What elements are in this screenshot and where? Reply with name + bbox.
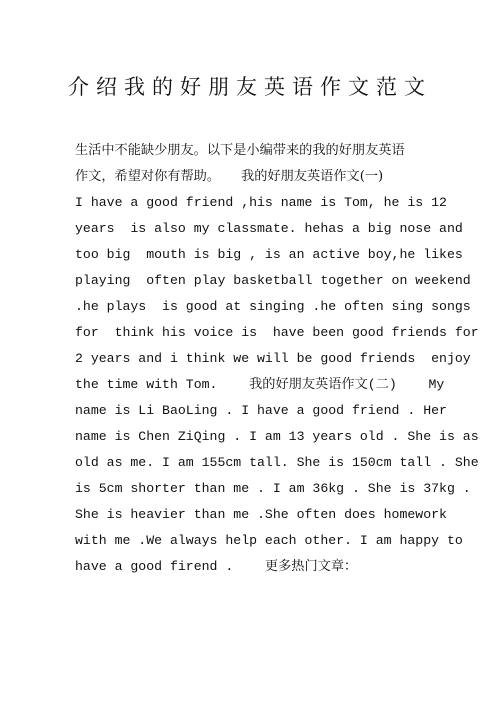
body-line: name is Li BaoLing . I have a good friend . Her bbox=[75, 403, 447, 418]
body-line: have a good firend . 更多热门文章： bbox=[75, 559, 358, 574]
document-title: 介绍我的好朋友英语作文范文 bbox=[68, 75, 432, 99]
body-line: years is also my classmate. hehas a big nose and bbox=[75, 221, 463, 236]
document-body bbox=[75, 138, 479, 580]
body-line: 2 years and i think we will be good friends enjoy bbox=[75, 351, 471, 366]
body-line: the time with Tom. 我的好朋友英语作文(二) My bbox=[75, 377, 445, 392]
body-line: 作文，希望对你有帮助。 我的好朋友英语作文(一) bbox=[75, 169, 384, 184]
body-line: 生活中不能缺少朋友。以下是小编带来的我的好朋友英语 bbox=[75, 143, 405, 158]
body-line: .he plays is good at singing .he often sing songs bbox=[75, 299, 471, 314]
body-line: too big mouth is big , is an active boy,he likes bbox=[75, 247, 463, 262]
body-line: She is heavier than me .She often does homework bbox=[75, 507, 447, 522]
body-line: name is Chen ZiQing . I am 13 years old . She is as bbox=[75, 429, 479, 444]
body-line: for think his voice is have been good friends for bbox=[75, 325, 479, 340]
body-line: is 5cm shorter than me . I am 36kg . She is 37kg . bbox=[75, 481, 471, 496]
body-line: old as me. I am 155cm tall. She is 150cm tall . She bbox=[75, 455, 479, 470]
body-line: with me .We always help each other. I am happy to bbox=[75, 533, 463, 548]
body-line: I have a good friend ,his name is Tom, he is 12 bbox=[75, 195, 447, 210]
body-line: playing often play basketball together on weekend bbox=[75, 273, 471, 288]
